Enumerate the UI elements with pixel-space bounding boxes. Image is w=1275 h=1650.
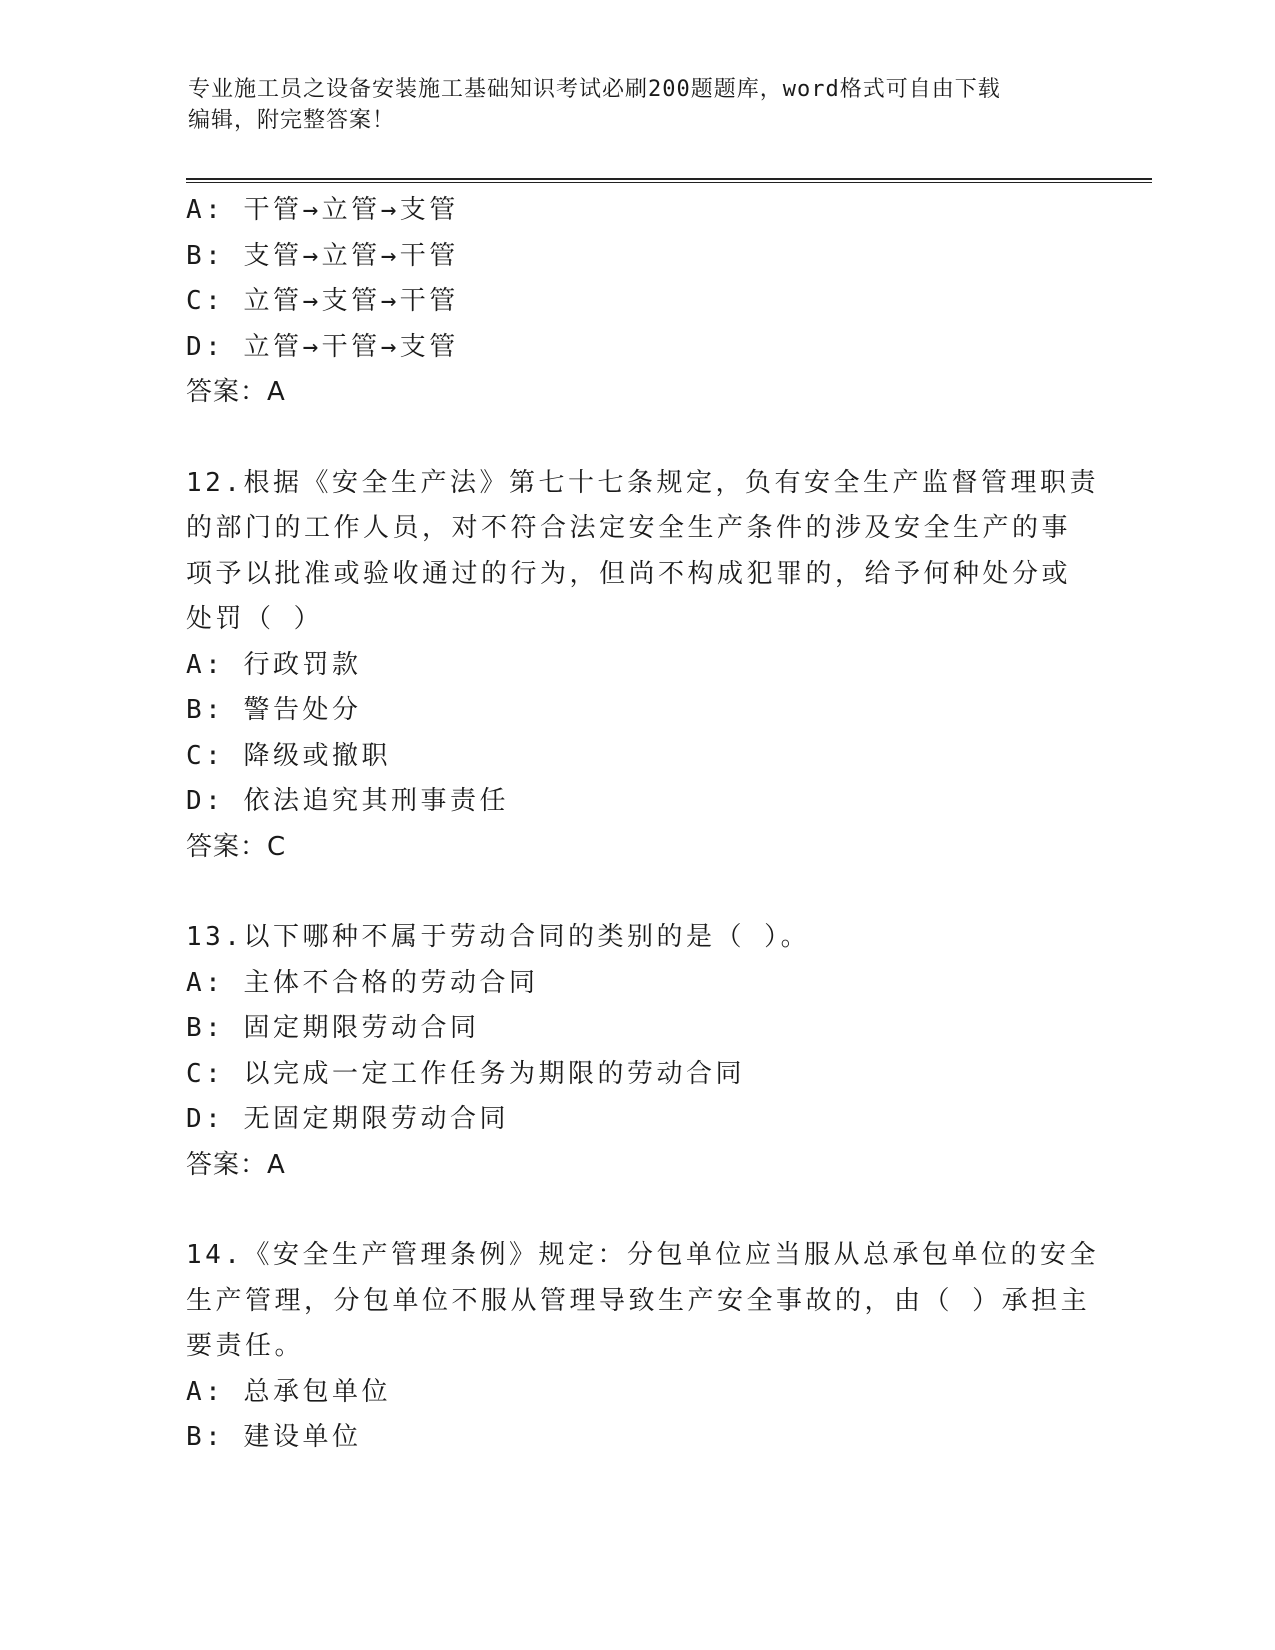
spacer bbox=[186, 416, 1086, 461]
option-d: D: 立管→干管→支管 bbox=[186, 331, 459, 362]
question-text-line: 的部门的工作人员，对不符合法定安全生产条件的涉及安全生产的事 bbox=[186, 513, 1072, 543]
question-14 bbox=[186, 1233, 1099, 1461]
option-b: B: 支管→立管→干管 bbox=[186, 240, 459, 271]
spacer bbox=[186, 1188, 1086, 1233]
question-13 bbox=[186, 915, 1086, 1188]
spacer bbox=[186, 870, 1086, 915]
option-b: B: 建设单位 bbox=[186, 1422, 362, 1452]
question-text-line: 生产管理，分包单位不服从管理导致生产安全事故的，由（ ）承担主 bbox=[186, 1285, 1091, 1316]
question-text-line: 13.以下哪种不属于劳动合同的类别的是（ ）。 bbox=[186, 922, 811, 952]
question-12 bbox=[186, 461, 1099, 871]
question-11 bbox=[186, 188, 1086, 416]
question-text-line: 处罚（ ） bbox=[186, 604, 324, 634]
option-c: C: 立管→支管→干管 bbox=[186, 286, 459, 316]
option-c: C: 降级或撤职 bbox=[186, 740, 391, 771]
option-d: D: 无固定期限劳动合同 bbox=[186, 1104, 509, 1134]
question-text-line: 12.根据《安全生产法》第七十七条规定，负有安全生产监督管理职责 bbox=[186, 467, 1099, 498]
option-a: A: 行政罚款 bbox=[186, 649, 362, 680]
question-text-line: 项予以批准或验收通过的行为，但尚不构成犯罪的，给予何种处分或 bbox=[186, 558, 1072, 589]
question-list bbox=[186, 188, 1099, 1461]
header-title-line-1: 专业施工员之设备安装施工基础知识考试必刷200题题库，word格式可自由下载 bbox=[188, 77, 1001, 102]
option-d: D: 依法追究其刑事责任 bbox=[186, 786, 509, 816]
option-c: C: 以完成一定工作任务为期限的劳动合同 bbox=[186, 1058, 745, 1089]
option-a: A: 主体不合格的劳动合同 bbox=[186, 967, 539, 998]
answer: 答案：C bbox=[186, 831, 287, 862]
question-text-line: 14.《安全生产管理条例》规定：分包单位应当服从总承包单位的安全 bbox=[186, 1240, 1099, 1270]
header-title-line-2: 编辑，附完整答案！ bbox=[188, 108, 396, 133]
page-header bbox=[188, 74, 1068, 136]
header-divider bbox=[186, 178, 1152, 183]
answer: 答案：A bbox=[186, 1149, 286, 1180]
option-b: B: 固定期限劳动合同 bbox=[186, 1013, 480, 1043]
question-text-line: 要责任。 bbox=[186, 1331, 305, 1361]
option-b: B: 警告处分 bbox=[186, 695, 362, 725]
answer: 答案：A bbox=[186, 377, 286, 407]
option-a: A: 干管→立管→支管 bbox=[186, 195, 459, 225]
option-a: A: 总承包单位 bbox=[186, 1376, 391, 1407]
